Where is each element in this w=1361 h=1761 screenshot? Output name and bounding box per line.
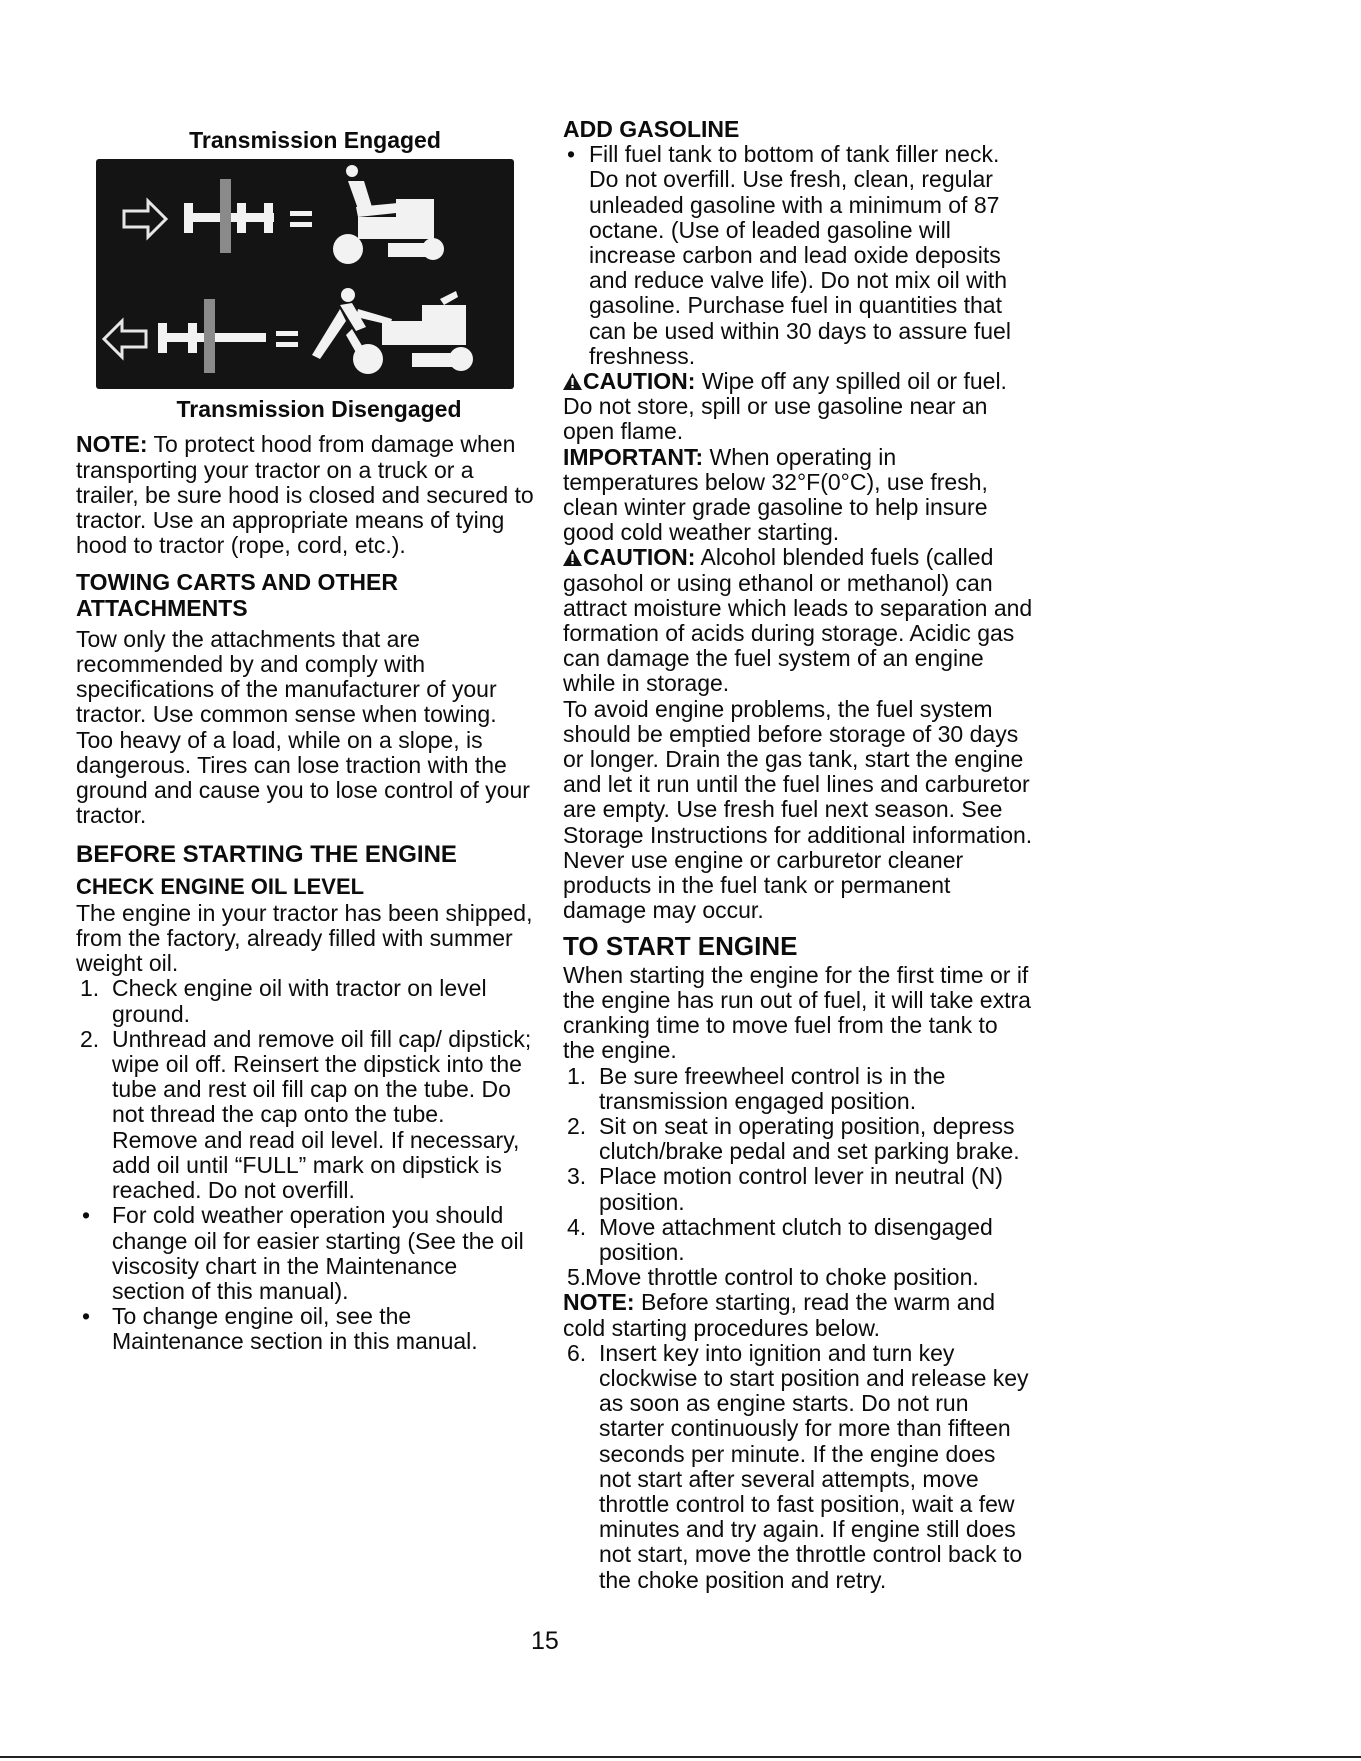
list-item: 6. Insert key into ignition and turn key clockwise to start position and release key as soon as engine starts. Do not run starter continuously for more than fifteen seconds per minute. If the engine does not start after several attempts, move throttle control to fast position, wait a few minutes and try again. If engine still does not start, move the throttle control back to the choke position and retry. <box>567 1339 1029 1593</box>
tractor-moving-icon <box>333 165 444 264</box>
start-intro: When starting the engine for the first time or if the engine has run out of fuel, it will take extra cranking time to move fuel from the tank to the engine. <box>563 961 1031 1064</box>
caution-alcohol-fuels: CAUTION: Alcohol blended fuels (called gasohol or using ethanol or methanol) can attract moisture which leads to separation and formation of acids during storage. Acidic gas can damage the fuel system of an engine while in storage. <box>563 544 1033 697</box>
equals-icon-2 <box>276 331 298 347</box>
start-note: NOTE: Before starting, read the warm and cold starting procedures below. <box>563 1289 996 1341</box>
oil-intro: The engine in your tractor has been shipped, from the factory, already filled with summer weight oil. <box>76 899 533 977</box>
towing-heading: TOWING CARTS AND OTHER ATTACHMENTS <box>76 569 398 621</box>
storage-paragraph: To avoid engine problems, the fuel system should be emptied before storage of 30 days or longer. Drain the gas tank, start the engine and let it run until the fuel lines and carburetor are empty. Use fresh fuel next season. See Storage Instructions for additional information. <box>563 695 1033 848</box>
list-item: 2. Unthread and remove oil fill cap/ dipstick; wipe oil off. Reinsert the dipstick into the tube and rest oil fill cap on the tube. Do not thread the cap onto the tube. Remove and read oil level. If necessary, add oil until “FULL” mark on dipstick is reached. Do not overfill. <box>80 1025 532 1204</box>
equals-icon <box>290 211 312 227</box>
cleaner-warning: Never use engine or carburetor cleaner products in the fuel tank or permanent damage may occur. <box>563 846 964 924</box>
caution-label: CAUTION: <box>583 544 696 571</box>
add-gasoline-heading: ADD GASOLINE <box>563 116 740 142</box>
bullet-icon: • <box>567 141 576 168</box>
list-item: 1. Be sure freewheel control is in the transmission engaged position. <box>567 1062 946 1114</box>
left-arrow-icon <box>104 321 146 357</box>
warning-triangle-icon <box>563 549 582 566</box>
right-arrow-icon <box>124 201 166 237</box>
list-item: 2. Sit on seat in operating position, depress clutch/brake pedal and set parking brake. <box>567 1112 1020 1165</box>
list-item: • To change engine oil, see the Maintenance section in this manual. <box>82 1303 478 1355</box>
list-item: 3. Place motion control lever in neutral (N) position. <box>567 1163 1003 1215</box>
right-column <box>563 112 1033 1593</box>
list-item: • For cold weather operation you should change oil for easier starting (See the oil viscosity chart in the Maintenance section of this manual). <box>82 1202 524 1304</box>
engaged-rod-icon <box>184 179 274 253</box>
transport-note <box>76 432 534 558</box>
person-pushing-tractor-icon <box>312 288 473 374</box>
oil-steps-list <box>76 976 534 1203</box>
list-item: 4. Move attachment clutch to disengaged position. <box>567 1213 993 1265</box>
page-number: 15 <box>531 1627 559 1655</box>
start-engine-heading: TO START ENGINE <box>563 930 798 961</box>
caution-label: CAUTION: <box>583 368 696 395</box>
important-cold-weather: IMPORTANT: When operating in temperatures below 32°F(0°C), use fresh, clean winter grade gasoline to help insure good cold weather starting. <box>563 443 988 546</box>
oil-bullets-list <box>76 1203 534 1354</box>
before-starting-heading: BEFORE STARTING THE ENGINE <box>76 841 457 869</box>
start-steps-list <box>563 1064 1033 1291</box>
check-oil-subheading: CHECK ENGINE OIL LEVEL <box>76 873 365 899</box>
caution-spill: CAUTION: Wipe off any spilled oil or fuel. Do not store, spill or use gasoline near an open flame. <box>563 368 1007 445</box>
important-label: IMPORTANT: <box>563 443 704 470</box>
bottom-divider <box>0 1756 1361 1758</box>
warning-triangle-icon <box>563 373 582 390</box>
figure-caption-disengaged: Transmission Disengaged <box>176 396 462 423</box>
list-item: • Fill fuel tank to bottom of tank filler neck. Do not overfill. Use fresh, clean, regular unleaded gasoline with a minimum of 87 octane. (Use of leaded gasoline will increase carbon and lead oxide deposits and reduce valve life). Do not mix oil with gasoline. Purchase fuel in quantities that can be used within 30 days to assure fuel freshness. <box>567 141 1011 369</box>
note-text: To protect hood from damage when transporting your tractor on a truck or a trailer, be sure hood is closed and secured to tractor. Use an appropriate means of tying hood to tractor (rope, cord, etc.). <box>76 431 534 559</box>
disengaged-rod-icon <box>158 299 266 373</box>
transmission-illustration <box>96 159 514 389</box>
transmission-diagram <box>96 159 514 389</box>
list-item: 5. Move throttle control to choke position. <box>567 1264 979 1291</box>
bullet-icon: • <box>82 1202 91 1229</box>
start-step-6 <box>563 1341 1033 1593</box>
gasoline-bullets <box>563 142 1033 369</box>
note-label: NOTE: <box>76 431 148 458</box>
figure-caption-engaged: Transmission Engaged <box>189 127 441 153</box>
towing-text: Tow only the attachments that are recommended by and comply with specifications of the manufacturer of your tractor. Use common sense when towing. Too heavy of a load, while on a slope, is dangerous. Tires can lose traction with the ground and cause you to lose control of your tractor. <box>76 625 530 829</box>
list-item: 1. Check engine oil with tractor on level ground. <box>80 975 487 1027</box>
note-label: NOTE: <box>563 1289 635 1316</box>
bullet-icon: • <box>82 1303 91 1330</box>
left-column <box>76 112 534 1355</box>
